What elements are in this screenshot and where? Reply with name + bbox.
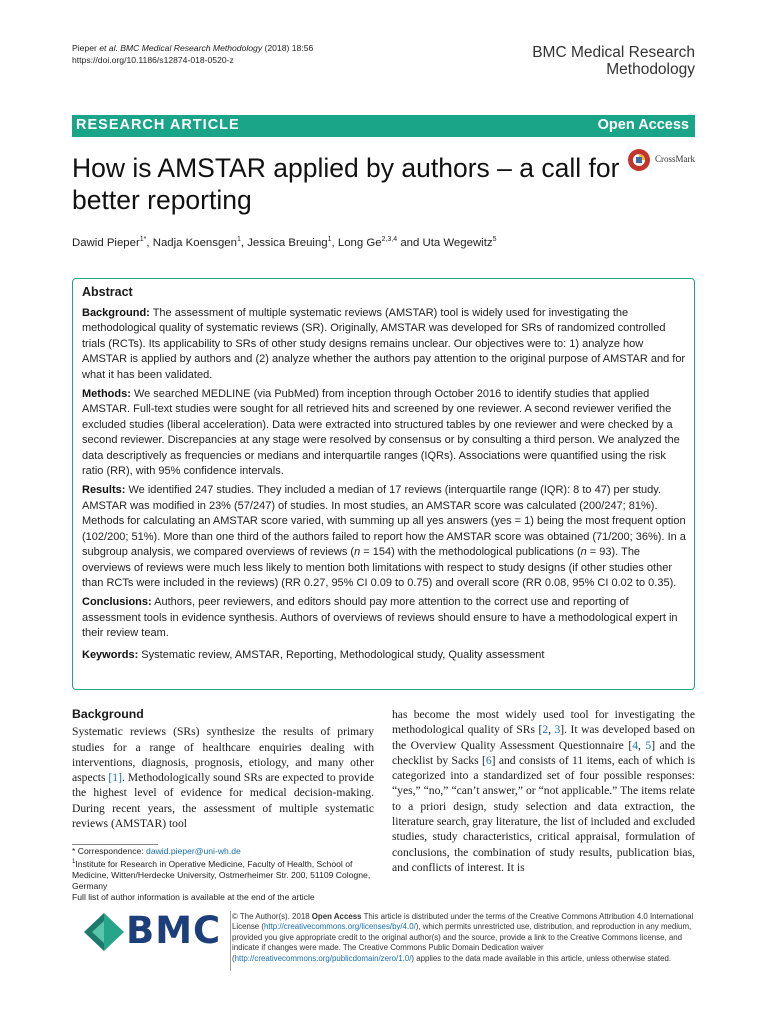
citation-etal: et al.: [99, 43, 118, 53]
correspondence-email[interactable]: dawid.pieper@uni-wh.de: [146, 846, 241, 856]
abstract-methods-label: Methods:: [82, 388, 131, 401]
article-title: How is AMSTAR applied by authors – a call for better reporting: [72, 153, 620, 215]
abstract-results-n1: n: [354, 546, 361, 559]
open-access-label[interactable]: Open Access: [597, 117, 689, 133]
abstract-results-n2: n: [580, 546, 587, 559]
footnotes: [72, 846, 374, 903]
citation-journal: BMC Medical Research Methodology: [117, 43, 263, 53]
left-text-2: . Methodologically sound SRs are expected to provide the highest level of evidence for medical decision-making. During recent years, the assessment of multiple systematic reviews (AMSTAR) tool: [72, 771, 374, 831]
doi-link[interactable]: https://doi.org/10.1186/s12874-018-0520-z: [72, 55, 234, 65]
research-article-label: RESEARCH ARTICLE: [76, 117, 240, 133]
affiliation: [72, 857, 374, 892]
body-left-column: [72, 707, 374, 831]
abstract-background: [82, 306, 688, 383]
affiliation-text: Institute for Research in Operative Medicine, Faculty of Health, School of Medicine, Witten/Herdecke University, Ostmerheimer Str. 200, 51109 Cologne, Germany: [72, 858, 371, 891]
reference-link-4[interactable]: 4: [632, 738, 638, 752]
license-part-1: © The Author(s). 2018: [232, 912, 312, 921]
reference-link-3[interactable]: 3: [554, 723, 561, 737]
abstract-methods: [82, 387, 688, 479]
affiliation-number: 1: [72, 859, 76, 865]
author-separator: ,: [146, 236, 153, 249]
correspondence: [72, 846, 374, 857]
abstract-keywords: [82, 648, 688, 663]
reference-link-1[interactable]: [1]: [108, 771, 122, 785]
license-url-1[interactable]: http://creativecommons.org/licenses/by/4.0/: [264, 922, 416, 932]
author-affiliation-sup: 1: [236, 236, 241, 243]
citation-header: [72, 42, 432, 66]
author-separator: ,: [240, 236, 248, 249]
license-open-access: Open Access: [311, 912, 362, 921]
license-part-2: This article is distributed under the terms of the Creative Commons Attribution 4.0 International License (: [232, 912, 694, 932]
journal-name-line2: Methodology: [606, 61, 695, 78]
article-type-banner: [72, 115, 695, 137]
license-text: [232, 912, 694, 964]
author-affiliation-sup: 1*: [139, 236, 147, 243]
author-affiliation-sup: 5: [492, 236, 497, 243]
abstract-conclusions: [82, 595, 688, 641]
author-name[interactable]: Nadja Koensgen: [152, 236, 237, 249]
author-name[interactable]: Uta Wegewitz: [422, 236, 493, 249]
right-paragraph: [392, 707, 695, 875]
journal-name-line1: BMC Medical Research: [532, 44, 695, 61]
abstract: [82, 285, 688, 667]
author-affiliation-sup: 2,3,4: [381, 236, 398, 243]
body-right-column: [392, 707, 695, 875]
license-part-3: ), which permits unrestricted use, distribution, and reproduction in any medium, provided you give appropriate credit to the original author(s) and the source, provide a link to the Creative Commons license, and indicate if changes were made. The Creative Commons Public Domain Dedication waiver (: [232, 922, 692, 963]
author-name[interactable]: Dawid Pieper: [72, 236, 140, 249]
footnote-divider: [72, 844, 158, 845]
right-comma-2: ,: [638, 738, 646, 752]
left-text-1: Systematic reviews (SRs) synthesize the results of primary studies for a range of healthcare enquiries dealing with interventions, diagnosis, prognosis, etiology, and many other aspects: [72, 725, 374, 785]
background-heading: Background: [72, 707, 144, 721]
bmc-logo-text: BMC: [126, 909, 222, 952]
background-paragraph: [72, 724, 374, 831]
citation-authors: Pieper: [72, 43, 100, 53]
abstract-background-text: The assessment of multiple systematic reviews (AMSTAR) tool is widely used for investigating the methodological quality of systematic reviews (SR). Originally, AMSTAR was developed for SRs of randomized controlled trials (RCTs). Its applicability to SRs of other study designs remains unclear. Our objectives were to: 1) analyze how AMSTAR is applied by authors and (2) analyze whether the authors pay attention to the original purpose of AMSTAR and for what it has been validated.: [82, 307, 686, 381]
author-name[interactable]: Long Ge: [337, 236, 382, 249]
right-text-2: ]. It was developed based on the Overview Quality Assessment Questionnaire [: [392, 723, 695, 752]
author-name[interactable]: Jessica Breuing: [247, 236, 328, 249]
abstract-results: [82, 483, 688, 591]
abstract-heading: Abstract: [82, 285, 133, 299]
citation-volume: (2018) 18:56: [262, 43, 314, 53]
abstract-conclusions-label: Conclusions:: [82, 596, 152, 609]
author-info-note: Full list of author information is available at the end of the article: [72, 891, 315, 902]
right-text-4: ] and consists of 11 items, each of which is categorized into a standardized set of four possible responses: “yes,” “no,” “can’t answer,” or “not applicable.” The items relate to a priori design, study selection and data extraction, the literature search, gray literature, the list of included and excluded studies, study characteristics, critical appraisal, formulation of conclusions, the combination of study results, publication bias, and conflicts of interest. It is: [392, 753, 696, 874]
correspondence-label: * Correspondence:: [72, 846, 147, 856]
right-text-1: has become the most widely used tool for investigating the methodological quality of SRs [: [392, 708, 695, 737]
crossmark-label: CrossMark: [655, 154, 695, 164]
right-comma-1: ,: [548, 723, 555, 737]
author-separator: and: [397, 236, 423, 249]
reference-link-5[interactable]: 5: [645, 738, 652, 752]
abstract-results-text-1: We identified 247 studies. They included a median of 17 reviews (interquartile range (IQR): 8 to 47) per study. AMSTAR was modified in 23% (57/247) of studies. In most studies, an AMSTAR score was calculated (200/247; 81%). Methods for calculating an AMSTAR score varied, with summing up all yes answers (yes = 1) being the most frequent option (102/200; 51%). More than one third of the authors failed to report how the AMSTAR score was obtained (71/200; 36%). In a subgroup analysis, we compared overviews of reviews (: [82, 484, 686, 559]
reference-link-6[interactable]: 6: [485, 753, 492, 767]
license-url-2[interactable]: http://creativecommons.org/publicdomain/zero/1.0/: [234, 953, 412, 963]
license-part-4: ) applies to the data made available in this article, unless otherwise stated.: [411, 953, 672, 963]
right-text-3: ] and the checklist by Sacks [: [392, 738, 696, 767]
crossmark-badge[interactable]: [627, 148, 712, 172]
bmc-logo: [82, 911, 222, 953]
abstract-keywords-text: Systematic review, AMSTAR, Reporting, Methodological study, Quality assessment: [138, 648, 545, 661]
abstract-background-label: Background:: [82, 307, 150, 319]
author-separator: ,: [331, 236, 338, 249]
abstract-keywords-label: Keywords:: [82, 648, 139, 661]
abstract-results-text-3: = 93). The overviews of reviews were much less likely to mention both limitations with respect to study designs (if other studies other than RCTs were included in the reviews) (RR 0.27, 95% CI 0.09 to 0.75) and overall score (RR 0.08, 95% CI 0.02 to 0.35).: [82, 546, 677, 589]
reference-link-2[interactable]: 2: [542, 723, 549, 737]
abstract-results-text-2: = 154) with the methodological publications (: [360, 546, 581, 559]
citation-line: [72, 42, 432, 54]
journal-brand: [470, 44, 695, 78]
abstract-methods-text: We searched MEDLINE (via PubMed) from inception through October 2016 to identify studies that applied AMSTAR. Full-text studies were sought for all retrieved hits and screened by one reviewer. A second reviewer verified the excluded studies (liberal acceleration). Data were extracted into structured tables by one reviewer and were checked by a second reviewer. Discrepancies at any stage were resolved by consensus or by consulting a third person. We analyzed the data descriptively as frequencies or medians and interquartile ranges (IQRs). Associations were quantified using the risk ratio (RR), with 95% confidence intervals.: [82, 388, 680, 478]
author-affiliation-sup: 1: [327, 236, 332, 243]
abstract-conclusions-text: Authors, peer reviewers, and editors should pay more attention to the correct use and reporting of assessment tools in evidence synthesis. Authors of overviews of reviews should ensure to have a methodological expert in their review team.: [82, 596, 678, 640]
author-list: [72, 232, 692, 251]
license-divider: [230, 911, 231, 971]
abstract-results-label: Results:: [82, 484, 126, 497]
